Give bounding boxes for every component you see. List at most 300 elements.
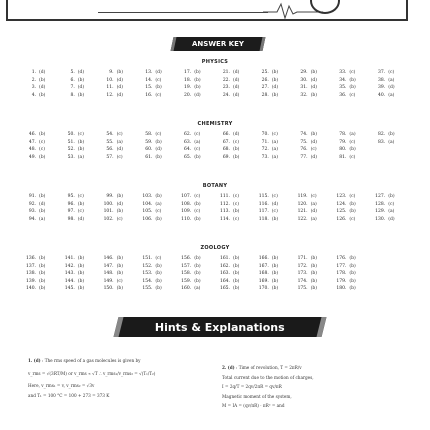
question-number: 118. [258, 216, 269, 222]
answer-option: (b) [232, 209, 240, 214]
question-number: 28. [261, 92, 269, 98]
question-number: 129. [375, 209, 386, 214]
answer-cell [138, 264, 177, 270]
question-number: 155. [142, 286, 153, 291]
q2-line3: Magnetic moment of the system, [222, 393, 292, 399]
question-number: 61. [145, 154, 153, 160]
question-number: 103. [142, 194, 153, 199]
question-number: 6. [70, 77, 75, 83]
answer-key-title: ANSWER KEY [192, 40, 244, 48]
answer-option: (b) [116, 263, 123, 269]
question-number: 161. [219, 256, 230, 261]
question-number: 54. [106, 132, 114, 137]
q1-answer: (d) [33, 358, 41, 363]
answer-option: (a) [349, 132, 356, 137]
answer-cell [255, 155, 294, 161]
answer-option: (d) [116, 92, 123, 98]
answer-cell [22, 155, 61, 161]
answer-cell [177, 140, 216, 146]
answer-cell [177, 194, 216, 200]
hints-banner [114, 317, 327, 337]
answer-option: (b) [39, 256, 46, 261]
answer-option: (b) [77, 77, 85, 83]
answer-option: (b) [232, 286, 240, 291]
answer-option: (c) [388, 70, 395, 75]
answer-option: (c) [116, 154, 123, 160]
answer-cell [100, 155, 139, 161]
answer-option: (b) [116, 194, 123, 199]
answer-cell [255, 70, 294, 76]
answer-cell [371, 264, 410, 270]
question-number: 130. [375, 216, 386, 222]
q2-formula-moment: M = IA = (qv/πR) · πR² = and [222, 403, 285, 408]
answer-option: (c) [310, 147, 317, 152]
question-number: 172. [297, 263, 308, 269]
answer-cell [61, 279, 100, 285]
answer-option: (a) [271, 139, 278, 145]
question-number: 63. [184, 139, 192, 145]
answer-cell [255, 132, 294, 138]
question-number: 72. [261, 147, 269, 152]
answer-option: (b) [349, 286, 356, 291]
explanation-q1: 1. (d) : The rms speed of a gas molecules is given by v_rms = √(3RT/M) or v_rms ∝ √T ∴ v_rms₁/v_rms₂ = √(T₁/T₂) Here, v_rms₁ = v, v_rms₂ = √3v and T₁ = 100 °C = 100 + 273 = 373 K [28, 358, 156, 398]
answer-option: (c) [77, 209, 84, 214]
answer-option: (b) [310, 286, 317, 291]
question-number: 81. [339, 154, 347, 160]
question-number: 13. [145, 70, 153, 75]
answer-cell [371, 85, 410, 91]
answer-cell [216, 256, 255, 262]
answer-cell [177, 209, 216, 215]
answer-cell [332, 256, 371, 262]
answer-cell [216, 155, 255, 161]
answer-cell [332, 271, 371, 277]
answer-cell [22, 147, 61, 153]
answer-cell [371, 70, 410, 76]
answer-cell [216, 147, 255, 153]
answer-option: (d) [232, 85, 240, 90]
section-title-physics: PHYSICS [201, 59, 229, 65]
question-number: 78. [339, 132, 347, 137]
answer-option: (b) [232, 263, 240, 269]
answer-cell [255, 279, 294, 285]
answer-cell [177, 256, 216, 262]
answer-cell [216, 132, 255, 138]
answer-option: (c) [232, 139, 240, 145]
answer-cell [177, 155, 216, 161]
answer-cell [294, 78, 333, 84]
answer-cell [138, 194, 177, 200]
answer-option: (b) [155, 216, 162, 222]
answer-cell [332, 217, 371, 223]
answer-option: (d) [310, 77, 317, 83]
question-number: 67. [222, 139, 230, 145]
question-number: 16. [145, 92, 153, 98]
question-number: 102. [103, 216, 114, 222]
question-number: 136. [25, 256, 36, 261]
question-number: 15. [145, 85, 153, 90]
answer-cell [61, 194, 100, 200]
answer-option: (c) [271, 209, 278, 214]
answer-grid-botany [22, 194, 410, 222]
answer-cell [177, 286, 216, 292]
answer-cell [22, 93, 61, 99]
answer-cell [255, 202, 294, 208]
answer-option: (c) [155, 77, 162, 83]
answer-cell [216, 271, 255, 277]
question-number: 166. [258, 256, 269, 261]
question-number: 165. [219, 286, 230, 291]
question-number: 71. [261, 139, 269, 145]
q2-answer: (d) [227, 365, 235, 370]
section-title-zoology: ZOOLOGY [200, 245, 230, 251]
answer-cell [177, 264, 216, 270]
question-number: 114. [219, 216, 230, 222]
question-number: 25. [261, 70, 269, 75]
answer-option: (b) [116, 271, 123, 276]
answer-option: (b) [155, 286, 162, 291]
section-title-botany: BOTANY [202, 183, 228, 189]
answer-option: (c) [155, 256, 162, 261]
question-number: 122. [297, 216, 308, 222]
question-number: 178. [336, 271, 347, 276]
answer-cell [100, 271, 139, 277]
answer-cell [371, 217, 410, 223]
answer-cell [371, 194, 410, 200]
hints-title: Hints & Explanations [155, 320, 285, 334]
answer-cell [22, 85, 61, 91]
answer-cell [371, 147, 410, 153]
answer-option: (b) [310, 278, 317, 284]
question-number: 125. [336, 209, 347, 214]
answer-cell [177, 132, 216, 138]
answer-option: (a) [271, 147, 278, 152]
answer-cell [332, 264, 371, 270]
question-number: 74. [300, 132, 308, 137]
answer-cell [216, 93, 255, 99]
answer-option: (b) [271, 77, 279, 83]
answer-option: (b) [77, 201, 85, 207]
answer-option: (d) [77, 70, 85, 75]
question-number: 91. [28, 194, 36, 199]
question-number: 93. [28, 209, 36, 214]
question-number: 100. [103, 201, 114, 207]
question-number: 101. [103, 209, 114, 214]
answer-cell [255, 271, 294, 277]
answer-option: (b) [77, 286, 85, 291]
answer-option: (a) [388, 209, 395, 214]
answer-cell [332, 147, 371, 153]
question-number: 108. [181, 201, 192, 207]
answer-option: (c) [155, 92, 162, 98]
answer-option: (b) [39, 286, 46, 291]
answer-cell [22, 264, 61, 270]
answer-option: (b) [271, 271, 279, 276]
question-number: 75. [300, 139, 308, 145]
answer-option: (d) [232, 132, 240, 137]
answer-option: (d) [388, 216, 395, 222]
answer-cell [332, 93, 371, 99]
answer-option: (d) [77, 85, 85, 90]
answer-option: (a) [388, 139, 395, 145]
answer-option: (b) [194, 256, 201, 261]
answer-option: (b) [232, 256, 240, 261]
answer-option: (a) [116, 139, 123, 145]
answer-cell [255, 85, 294, 91]
question-number: 115. [258, 194, 269, 199]
answer-cell [216, 202, 255, 208]
answer-cell [100, 217, 139, 223]
question-number: 57. [106, 154, 114, 160]
answer-cell [22, 202, 61, 208]
answer-option: (d) [388, 85, 395, 90]
answer-option: (a) [194, 286, 201, 291]
question-number: 128. [375, 201, 386, 207]
question-number: 180. [336, 286, 347, 291]
answer-option: (b) [310, 132, 317, 137]
answer-cell [294, 209, 333, 215]
question-number: 169. [258, 278, 269, 284]
question-number: 18. [184, 77, 192, 83]
question-number: 55. [106, 139, 114, 145]
answer-cell [61, 147, 100, 153]
answer-cell [22, 271, 61, 277]
answer-cell [138, 132, 177, 138]
answer-option: (c) [194, 194, 201, 199]
question-number: 68. [222, 147, 230, 152]
answer-option: (b) [194, 154, 201, 160]
answer-option: (b) [194, 77, 201, 83]
question-number: 32. [300, 92, 308, 98]
answer-cell [294, 147, 333, 153]
question-number: 36. [339, 92, 347, 98]
answer-option: (b) [271, 256, 279, 261]
answer-cell [294, 286, 333, 292]
question-number: 153. [142, 271, 153, 276]
answer-option: (c) [116, 278, 123, 284]
answer-cell [371, 132, 410, 138]
question-number: 58. [145, 132, 153, 137]
answer-cell [216, 194, 255, 200]
q2-line2: Total current due to the motion of charges, [222, 374, 314, 380]
answer-cell [332, 70, 371, 76]
answer-cell [138, 147, 177, 153]
answer-option: (b) [194, 263, 201, 269]
answer-cell [371, 209, 410, 215]
answer-option: (b) [349, 209, 356, 214]
answer-cell [100, 93, 139, 99]
question-number: 148. [103, 271, 114, 276]
answer-cell [22, 132, 61, 138]
answer-option: (c) [271, 132, 278, 137]
answer-cell [177, 279, 216, 285]
question-number: 121. [297, 209, 308, 214]
answer-option: (c) [194, 209, 201, 214]
answer-cell [100, 202, 139, 208]
question-number: 150. [103, 286, 114, 291]
answer-cell [216, 209, 255, 215]
answer-cell [255, 147, 294, 153]
question-number: 141. [64, 256, 75, 261]
answer-cell [100, 140, 139, 146]
answer-cell [61, 140, 100, 146]
question-number: 10. [106, 77, 114, 83]
answer-option: (d) [232, 92, 240, 98]
answer-cell [255, 256, 294, 262]
question-number: 173. [297, 271, 308, 276]
question-number: 110. [181, 216, 192, 222]
answer-option: (c) [116, 216, 123, 222]
answer-option: (c) [77, 132, 84, 137]
question-number: 79. [339, 139, 347, 145]
question-number: 20. [184, 92, 192, 98]
answer-option: (b) [349, 271, 356, 276]
answer-option: (a) [77, 154, 84, 160]
q1-number: 1. [28, 358, 33, 363]
answer-cell [61, 264, 100, 270]
answer-option: (c) [349, 92, 356, 98]
question-number: 5. [70, 70, 75, 75]
question-number: 46. [28, 132, 36, 137]
answer-cell [177, 147, 216, 153]
answer-option: (d) [77, 216, 85, 222]
question-number: 48. [28, 147, 36, 152]
answer-option: (b) [310, 92, 317, 98]
answer-cell [294, 194, 333, 200]
answer-option: (b) [116, 286, 123, 291]
answer-cell [255, 194, 294, 200]
answer-cell [255, 264, 294, 270]
question-number: 52. [67, 147, 75, 152]
question-number: 126. [336, 216, 347, 222]
answer-option: (b) [349, 147, 356, 152]
question-number: 19. [184, 85, 192, 90]
answer-cell [294, 256, 333, 262]
answer-cell [255, 286, 294, 292]
question-number: 12. [106, 92, 114, 98]
answer-cell [294, 85, 333, 91]
answer-option: (b) [39, 278, 46, 284]
answer-option: (c) [232, 216, 240, 222]
question-number: 33. [339, 70, 347, 75]
answer-option: (b) [271, 263, 279, 269]
question-number: 107. [181, 194, 192, 199]
answer-cell [294, 140, 333, 146]
question-number: 116. [258, 201, 269, 207]
question-number: 1. [31, 70, 36, 75]
question-number: 119. [297, 194, 308, 199]
question-number: 8. [70, 92, 75, 98]
answer-option: (c) [39, 139, 46, 145]
question-number: 47. [28, 139, 36, 145]
answer-option: (d) [116, 147, 123, 152]
question-number: 9. [109, 70, 114, 75]
question-number: 80. [339, 147, 347, 152]
answer-option: (b) [77, 271, 85, 276]
question-number: 4. [31, 92, 36, 98]
answer-option: (b) [388, 132, 395, 137]
answer-cell [216, 78, 255, 84]
answer-cell [61, 217, 100, 223]
question-number: 176. [336, 256, 347, 261]
question-number: 21. [222, 70, 230, 75]
answer-option: (b) [77, 92, 85, 98]
question-number: 65. [184, 154, 192, 160]
answer-option: (d) [155, 70, 162, 75]
answer-option: (b) [39, 92, 46, 98]
answer-option: (c) [349, 139, 356, 145]
answer-option: (d) [194, 92, 201, 98]
answer-cell [255, 78, 294, 84]
answer-option: (a) [388, 77, 395, 83]
q1-given: Here, v_rms₁ = v, v_rms₂ = √3v [28, 383, 95, 388]
answer-option: (b) [77, 256, 85, 261]
answer-option: (d) [39, 70, 46, 75]
answer-cell [100, 78, 139, 84]
question-number: 124. [336, 201, 347, 207]
answer-option: (b) [194, 271, 201, 276]
answer-cell [332, 202, 371, 208]
q2-number: 2. [222, 365, 227, 370]
answer-cell [216, 286, 255, 292]
answer-cell [100, 256, 139, 262]
question-number: 94. [28, 216, 36, 222]
answer-cell [294, 202, 333, 208]
answer-cell [138, 217, 177, 223]
answer-option: (b) [155, 278, 162, 284]
answer-option: (b) [116, 70, 123, 75]
answer-cell [332, 140, 371, 146]
answer-cell [61, 209, 100, 215]
question-number: 123. [336, 194, 347, 199]
answer-cell [371, 78, 410, 84]
question-number: 27. [261, 85, 269, 90]
answer-option: (d) [232, 77, 240, 83]
answer-cell [100, 209, 139, 215]
question-number: 149. [103, 278, 114, 284]
q1-intro: The rms speed of a gas molecules is given by [44, 358, 141, 363]
answer-cell [216, 70, 255, 76]
answer-grid-zoology [22, 256, 410, 292]
answer-option: (b) [116, 209, 123, 214]
question-number: 34. [339, 77, 347, 83]
answer-option: (c) [310, 194, 317, 199]
answer-option: (d) [232, 70, 240, 75]
answer-option: (b) [310, 271, 317, 276]
answer-cell [177, 93, 216, 99]
q2-formula-current: I = 2q/T = 2qv/2πR = qv/πR [222, 384, 282, 389]
answer-cell [22, 286, 61, 292]
answer-cell [255, 209, 294, 215]
answer-option: (d) [116, 77, 123, 83]
answer-cell [371, 279, 410, 285]
question-number: 39. [378, 85, 386, 90]
answer-cell [138, 286, 177, 292]
answer-option: (b) [271, 278, 279, 284]
q2-intro: Time of revolution, T = 2πR/v [238, 365, 302, 370]
answer-option: (b) [194, 278, 201, 284]
answer-cell [138, 93, 177, 99]
question-number: 144. [64, 278, 75, 284]
answer-option: (b) [77, 147, 85, 152]
answer-cell [371, 93, 410, 99]
answer-cell [371, 271, 410, 277]
answer-cell [61, 271, 100, 277]
question-number: 23. [222, 85, 230, 90]
answer-cell [371, 140, 410, 146]
answer-option: (b) [39, 263, 46, 269]
question-number: 174. [297, 278, 308, 284]
